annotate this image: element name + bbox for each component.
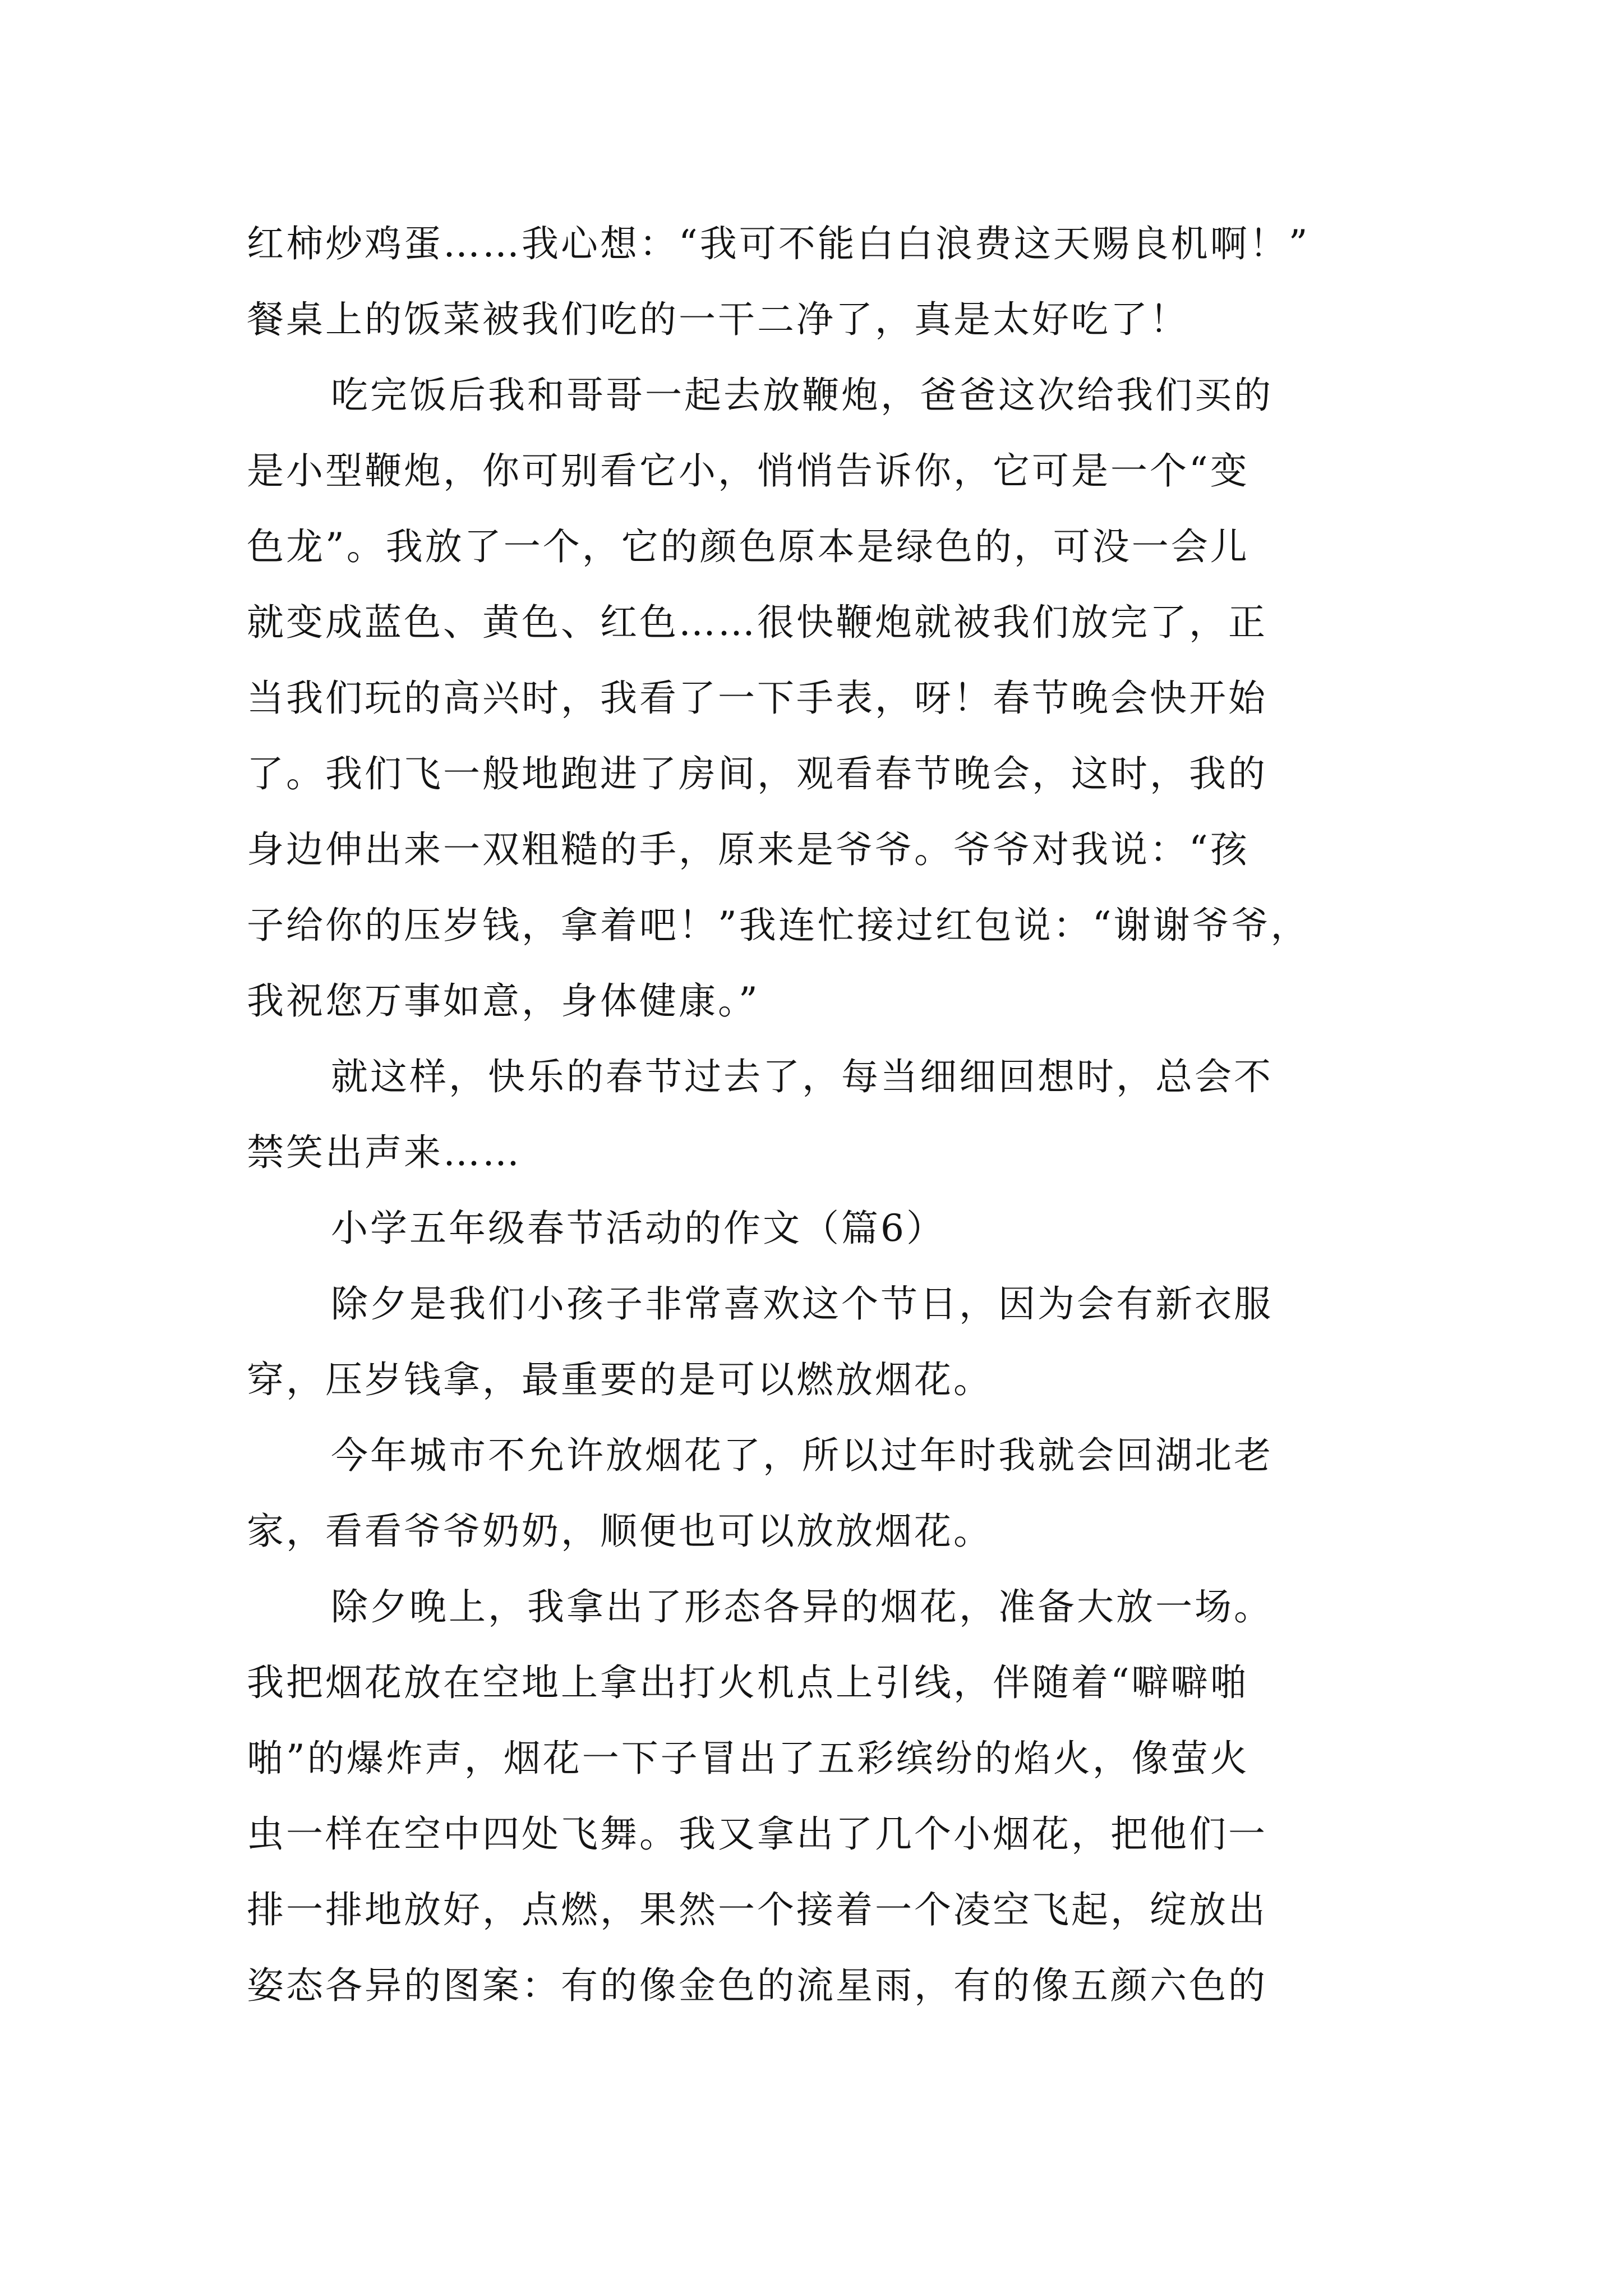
text-line: 禁笑出声来…… [247, 1131, 522, 1174]
paragraph-start-line: 今年城市不允许放烟花了，所以过年时我就会回湖北老 [331, 1434, 1273, 1477]
text-line: 啪”的爆炸声，烟花一下子冒出了五彩缤纷的焰火，像萤火 [247, 1737, 1249, 1780]
section-title: 小学五年级春节活动的作文（篇6） [331, 1207, 946, 1250]
text-line: 穿，压岁钱拿，最重要的是可以燃放烟花。 [247, 1358, 993, 1401]
text-line: 了。我们飞一般地跑进了房间，观看春节晚会，这时，我的 [247, 752, 1267, 795]
text-line: 是小型鞭炮，你可别看它小，悄悄告诉你，它可是一个“变 [247, 449, 1249, 493]
text-line: 当我们玩的高兴时，我看了一下手表，呀！春节晚会快开始 [247, 677, 1267, 720]
paragraph-start-line: 除夕晚上，我拿出了形态各异的烟花，准备大放一场。 [331, 1585, 1273, 1628]
text-line: 红柿炒鸡蛋……我心想：“我可不能白白浪费这天赐良机啊！” [247, 222, 1310, 265]
text-line: 子给你的压岁钱，拿着吧！”我连忙接过红包说：“谢谢爷爷， [247, 904, 1310, 947]
text-line: 餐桌上的饭菜被我们吃的一干二净了，真是太好吃了！ [247, 298, 1189, 341]
paragraph-start-line: 就这样，快乐的春节过去了，每当细细回想时，总会不 [331, 1055, 1273, 1098]
paragraph-start-line: 吃完饭后我和哥哥一起去放鞭炮，爸爸这次给我们买的 [331, 374, 1273, 417]
text-line: 虫一样在空中四处飞舞。我又拿出了几个小烟花，把他们一 [247, 1812, 1267, 1856]
text-line: 就变成蓝色、黄色、红色……很快鞭炮就被我们放完了，正 [247, 601, 1267, 644]
text-line: 姿态各异的图案：有的像金色的流星雨，有的像五颜六色的 [247, 1964, 1267, 2007]
text-line: 我把烟花放在空地上拿出打火机点上引线，伴随着“噼噼啪 [247, 1661, 1249, 1704]
paragraph-start-line: 除夕是我们小孩子非常喜欢这个节日，因为会有新衣服 [331, 1282, 1273, 1326]
text-line: 家，看看爷爷奶奶，顺便也可以放放烟花。 [247, 1510, 993, 1553]
text-line: 我祝您万事如意，身体健康。” [247, 979, 760, 1023]
text-line: 身边伸出来一双粗糙的手，原来是爷爷。爷爷对我说：“孩 [247, 828, 1249, 871]
text-line: 排一排地放好，点燃，果然一个接着一个凌空飞起，绽放出 [247, 1888, 1267, 1931]
text-line: 色龙”。我放了一个，它的颜色原本是绿色的，可没一会儿 [247, 525, 1249, 568]
